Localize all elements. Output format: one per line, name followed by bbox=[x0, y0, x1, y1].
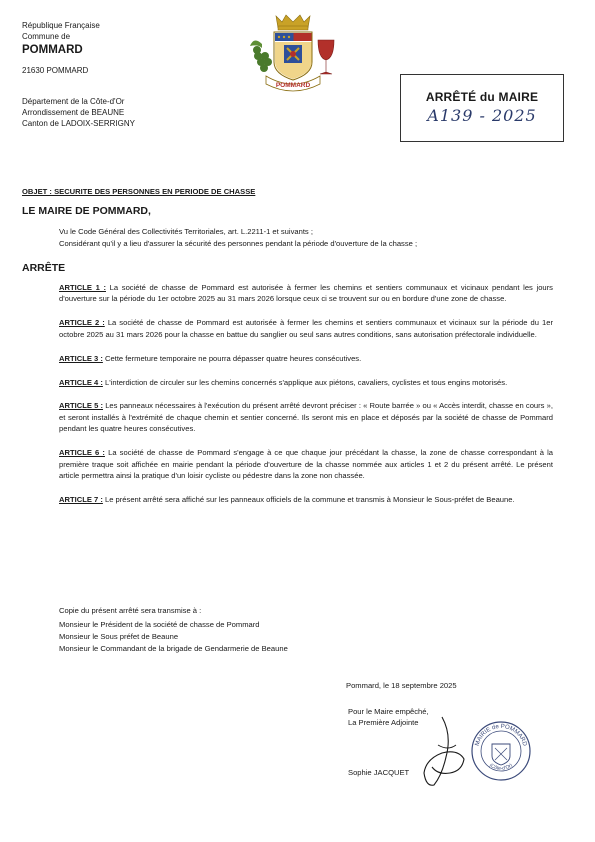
article-4 bbox=[59, 377, 553, 388]
signatory-role-line: Pour le Maire empêché, bbox=[348, 706, 429, 716]
article-label: ARTICLE 3 : bbox=[59, 353, 103, 363]
signing-date: Pommard, le 18 septembre 2025 bbox=[346, 681, 457, 690]
article-5 bbox=[59, 400, 553, 434]
article-2 bbox=[59, 317, 553, 340]
distribution-heading: Copie du présent arrêté sera transmise à : bbox=[59, 606, 202, 615]
article-text: La société de chasse de Pommard est autorisée à fermer les chemins et sentiers communaux et vicinaux pendant les jours d'ouverture sur la période du 1er octobre 2025 au 31 mars 2026 lorsque ceux ci se trouvent sur ou en bordure d'une zone de chasse. bbox=[59, 283, 553, 304]
legal-basis bbox=[59, 226, 417, 250]
pommard-coat-of-arms-logo bbox=[248, 12, 338, 94]
article-text: Le présent arrêté sera affiché sur les panneaux officiels de la commune et transmis à Monsieur le Sous-préfet de Beaune. bbox=[102, 494, 515, 504]
arrete-number-box bbox=[400, 74, 564, 142]
article-label: ARTICLE 4 : bbox=[59, 377, 103, 387]
article-1 bbox=[59, 282, 553, 305]
article-7 bbox=[59, 494, 553, 505]
distribution-list bbox=[59, 605, 288, 655]
subject-line: OBJET : SECURITE DES PERSONNES EN PERIODE DE CHASSE bbox=[22, 187, 256, 196]
mairie-official-stamp-icon bbox=[470, 720, 532, 782]
stamp-top-text: MAIRIE de POMMARD bbox=[474, 723, 528, 747]
arrete-box-title: ARRÊTÉ du MAIRE bbox=[425, 90, 539, 104]
issuer-header bbox=[22, 20, 135, 129]
articles-list bbox=[59, 282, 553, 518]
vu-line: Vu le Code Général des Collectivités Territoriales, art. L.2211-1 et suivants ; bbox=[59, 227, 313, 236]
arrete-heading: ARRÊTE bbox=[22, 262, 66, 274]
article-6 bbox=[59, 447, 553, 481]
republic-line: République Française bbox=[22, 21, 100, 30]
recipient-item: Monsieur le Commandant de la brigade de Gendarmerie de Beaune bbox=[59, 644, 288, 653]
recipient-item: Monsieur le Président de la société de chasse de Pommard bbox=[59, 620, 260, 629]
considerant-line: Considérant qu'il y a lieu d'assurer la sécurité des personnes pendant la période d'ouverture de la chasse ; bbox=[59, 239, 418, 248]
recipient-item: Monsieur le Sous préfet de Beaune bbox=[59, 632, 179, 641]
article-text: Cette fermeture temporaire ne pourra dépasser quatre heures consécutives. bbox=[102, 353, 362, 363]
article-text: La société de chasse de Pommard s'engage à ce que chaque jour précédant la chasse, la zone de chasse correspondant à la première traque soit affichée en mairie pendant la période d'ouverture de la chasse nommée aux articles 1 et 2 du présent arrêté. Le présent article permettra ainsi la pratique d'un loisir cycliste ou pédestre dans la zone non chassée. bbox=[59, 448, 553, 480]
signatory-name: Sophie JACQUET bbox=[348, 768, 410, 777]
article-label: ARTICLE 2 : bbox=[59, 318, 105, 328]
article-label: ARTICLE 5 : bbox=[59, 401, 104, 411]
article-text: L'interdiction de circuler sur les chemins concernés s'applique aux piétons, cavaliers, cyclistes et tous engins motorisés. bbox=[102, 377, 508, 387]
canton-line: Canton de LADOIX-SERRIGNY bbox=[22, 119, 135, 128]
article-label: ARTICLE 7 : bbox=[59, 494, 103, 504]
town-name: POMMARD bbox=[22, 44, 83, 56]
article-label: ARTICLE 1 : bbox=[59, 283, 106, 292]
arrondissement-line: Arrondissement de BEAUNE bbox=[22, 108, 125, 117]
signatory-title: La Première Adjointe bbox=[348, 718, 419, 727]
department-line: Département de la Côte-d'Or bbox=[22, 97, 125, 106]
stamp-bottom-text: (Côte-d'Or) bbox=[488, 762, 514, 772]
postal-address: 21630 POMMARD bbox=[22, 66, 89, 75]
mayor-heading: LE MAIRE DE POMMARD, bbox=[22, 205, 151, 217]
article-3 bbox=[59, 353, 553, 364]
arrete-handwritten-number: A139 - 2025 bbox=[427, 106, 537, 125]
article-text: La société de chasse de Pommard est autorisée à fermer les chemins et sentiers communaux et vicinaux sur la période du 1er octobre 2025 au 31 mars 2026 pour la chasse en battue du sanglier ou seul sans autres conditions, sans autorisation préfectorale individuelle. bbox=[59, 318, 553, 339]
commune-line: Commune de bbox=[22, 32, 71, 41]
logo-banner-text: POMMARD bbox=[275, 82, 311, 89]
article-label: ARTICLE 6 : bbox=[59, 448, 105, 458]
handwritten-signature-icon bbox=[412, 715, 472, 790]
article-text: Les panneaux nécessaires à l'exécution du présent arrêté devront préciser : « Route barrée » ou « Accès interdit, chasse en cours », et seront installés à l'extrémité de chaque chemin et sentier concerné. Ils seront mis en place et déposés par la société de chasse de Pommard pendant les quatre heures consécutives. bbox=[59, 401, 553, 434]
svg-text:(Côte-d'Or) bbox=[488, 762, 514, 771]
